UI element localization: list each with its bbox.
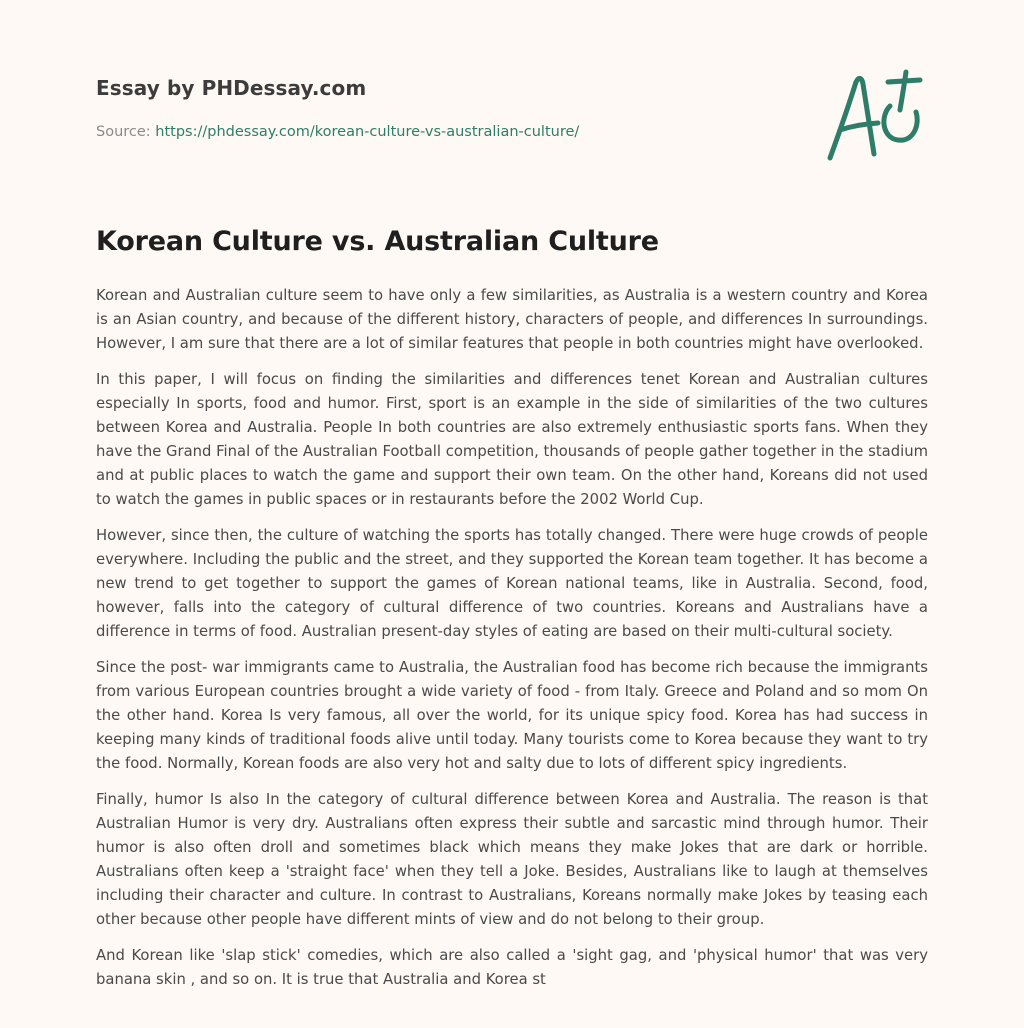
source-link[interactable]: https://phdessay.com/korean-culture-vs-australian-culture/ bbox=[155, 124, 580, 140]
a-plus-grade-icon bbox=[820, 68, 930, 168]
essay-paragraph: In this paper, I will focus on finding the similarities and differences tenet Korean and Australian cultures especially In sports, food and humor. First, sport is an example in the side of similarities of the two cultures between Korea and Australia. People In both countries are also extremely enthusiastic sports fans. When they have the Grand Final of the Australian Football competition, thousands of people gather together in the stadium and at public places to watch the game and support their own team. On the other hand, Koreans did not used to watch the games in public spaces or in restaurants before the 2002 World Cup. bbox=[96, 371, 928, 508]
essay-paragraph: Finally, humor Is also In the category of cultural difference between Korea and Australia. The reason is that Australian Humor is very dry. Australians often express their subtle and sarcastic mind through humor. Their humor is also often droll and sometimes black which means they make Jokes that are dark or horrible. Australians often keep a 'straight face' when they tell a Joke. Besides, Australians like to laugh at themselves including their character and culture. In contrast to Australians, Koreans normally make Jokes by teasing each other because other people have different mints of view and do not belong to their group. bbox=[96, 791, 928, 928]
essay-paragraph: Korean and Australian culture seem to have only a few similarities, as Australia is a western country and Korea is an Asian country, and because of the different history, characters of people, and differences In surroundings. However, I am sure that there are a lot of similar features that people in both countries might have overlooked. bbox=[96, 287, 928, 352]
source-line bbox=[96, 124, 579, 140]
source-label: Source: bbox=[96, 124, 156, 140]
essay-paragraph: And Korean like 'slap stick' comedies, which are also called a 'sight gag, and 'physical humor' that was very banana skin , and so on. It is true that Australia and Korea st bbox=[96, 947, 928, 988]
brand-title: Essay by PHDessay.com bbox=[96, 76, 367, 100]
essay-title: Korean Culture vs. Australian Culture bbox=[96, 226, 659, 257]
essay-body bbox=[96, 284, 928, 1004]
essay-paragraph: However, since then, the culture of watching the sports has totally changed. There were huge crowds of people everywhere. Including the public and the street, and they supported the Korean team together. It has become a new trend to get together to support the games of Korean national teams, like in Australia. Second, food, however, falls into the category of cultural difference of two countries. Koreans and Australians have a difference in terms of food. Australian present-day styles of eating are based on their multi-cultural society. bbox=[96, 527, 928, 640]
essay-paragraph: Since the post- war immigrants came to Australia, the Australian food has become rich because the immigrants from various European countries brought a wide variety of food - from Italy. Greece and Poland and so mom On the other hand. Korea Is very famous, all over the world, for its unique spicy food. Korea has had success in keeping many kinds of traditional foods alive until today. Many tourists come to Korea because they want to try the food. Normally, Korean foods are also very hot and salty due to lots of different spicy ingredients. bbox=[96, 659, 928, 772]
